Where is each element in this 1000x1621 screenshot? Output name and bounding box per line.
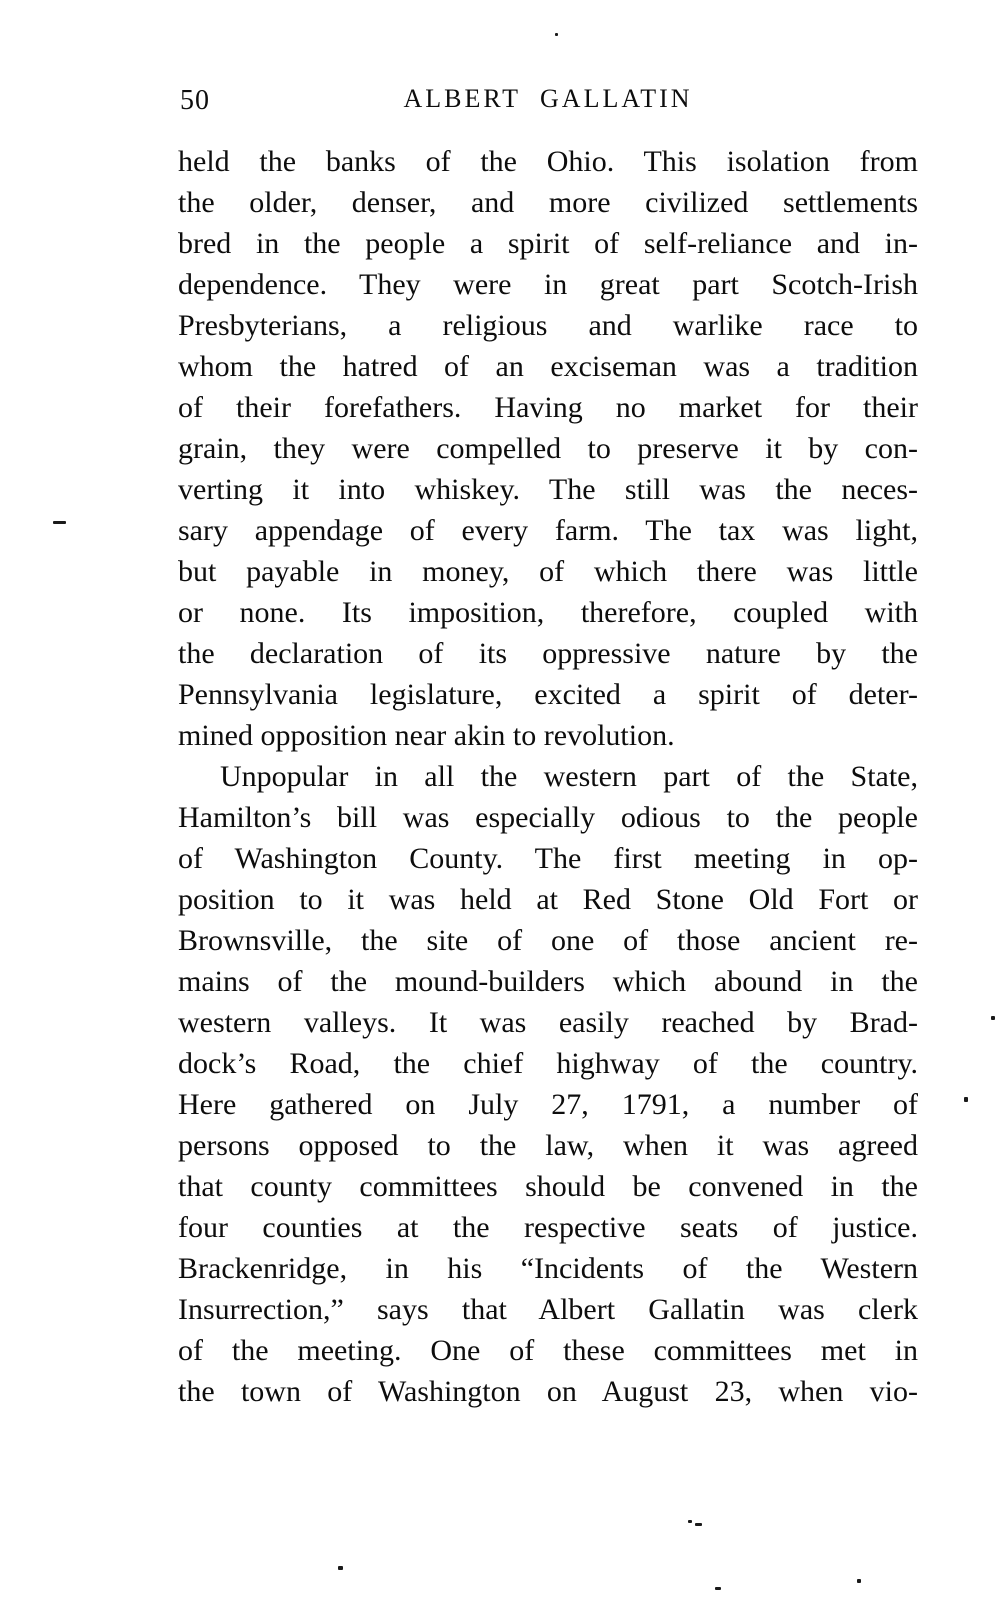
- scan-speck: [695, 1523, 702, 1526]
- text-line: Here gathered on July 27, 1791, a number of: [178, 1088, 918, 1121]
- text-line: mains of the mound-builders which abound in the: [178, 965, 918, 998]
- text-line: Insurrection,” says that Albert Gallatin was clerk: [178, 1293, 918, 1326]
- text-line: western valleys. It was easily reached by Brad-: [178, 1006, 918, 1039]
- text-line: Presbyterians, a religious and warlike race to: [178, 309, 918, 342]
- text-line: but payable in money, of which there was little: [178, 555, 918, 588]
- text-line: bred in the people a spirit of self-reliance and in-: [178, 227, 918, 260]
- text-line: position to it was held at Red Stone Old Fort or: [178, 883, 918, 916]
- text-line: Hamilton’s bill was especially odious to the people: [178, 801, 918, 834]
- scan-speck: [964, 1097, 968, 1102]
- scan-speck: [338, 1566, 343, 1570]
- text-line: grain, they were compelled to preserve it by con-: [178, 432, 918, 465]
- text-line: that county committees should be convened in the: [178, 1170, 918, 1203]
- text-line: Pennsylvania legislature, excited a spirit of deter-: [178, 678, 918, 711]
- page-body: [178, 141, 918, 1412]
- text-line: held the banks of the Ohio. This isolation from: [178, 145, 918, 178]
- page-number: 50: [180, 85, 210, 116]
- text-line: the older, denser, and more civilized settlements: [178, 186, 918, 219]
- scan-speck: [688, 1520, 692, 1523]
- running-header: [178, 84, 918, 116]
- text-line: of Washington County. The first meeting in op-: [178, 842, 918, 875]
- text-line: or none. Its imposition, therefore, coupled with: [178, 596, 918, 629]
- text-line: four counties at the respective seats of justice.: [178, 1211, 918, 1244]
- text-line: verting it into whiskey. The still was the neces-: [178, 473, 918, 506]
- text-line: whom the hatred of an exciseman was a tradition: [178, 350, 918, 383]
- text-line: the town of Washington on August 23, when vio-: [178, 1375, 918, 1408]
- text-line: mined opposition near akin to revolution.: [178, 719, 675, 752]
- text-line: Unpopular in all the western part of the State,: [220, 760, 918, 793]
- scan-speck: [53, 521, 66, 524]
- text-line: persons opposed to the law, when it was agreed: [178, 1129, 918, 1162]
- text-line: sary appendage of every farm. The tax was light,: [178, 514, 918, 547]
- text-line: dependence. They were in great part Scotch-Irish: [178, 268, 918, 301]
- scan-speck: [555, 33, 558, 36]
- scan-speck: [857, 1579, 861, 1583]
- text-line: Brackenridge, in his “Incidents of the Western: [178, 1252, 918, 1285]
- scan-speck: [991, 1016, 995, 1020]
- text-line: Brownsville, the site of one of those ancient re-: [178, 924, 918, 957]
- text-line: the declaration of its oppressive nature by the: [178, 637, 918, 670]
- text-line: of the meeting. One of these committees met in: [178, 1334, 918, 1367]
- scan-speck: [715, 1587, 721, 1590]
- text-line: of their forefathers. Having no market for their: [178, 391, 918, 424]
- running-title: ALBERT GALLATIN: [403, 84, 693, 113]
- text-line: dock’s Road, the chief highway of the country.: [178, 1047, 918, 1080]
